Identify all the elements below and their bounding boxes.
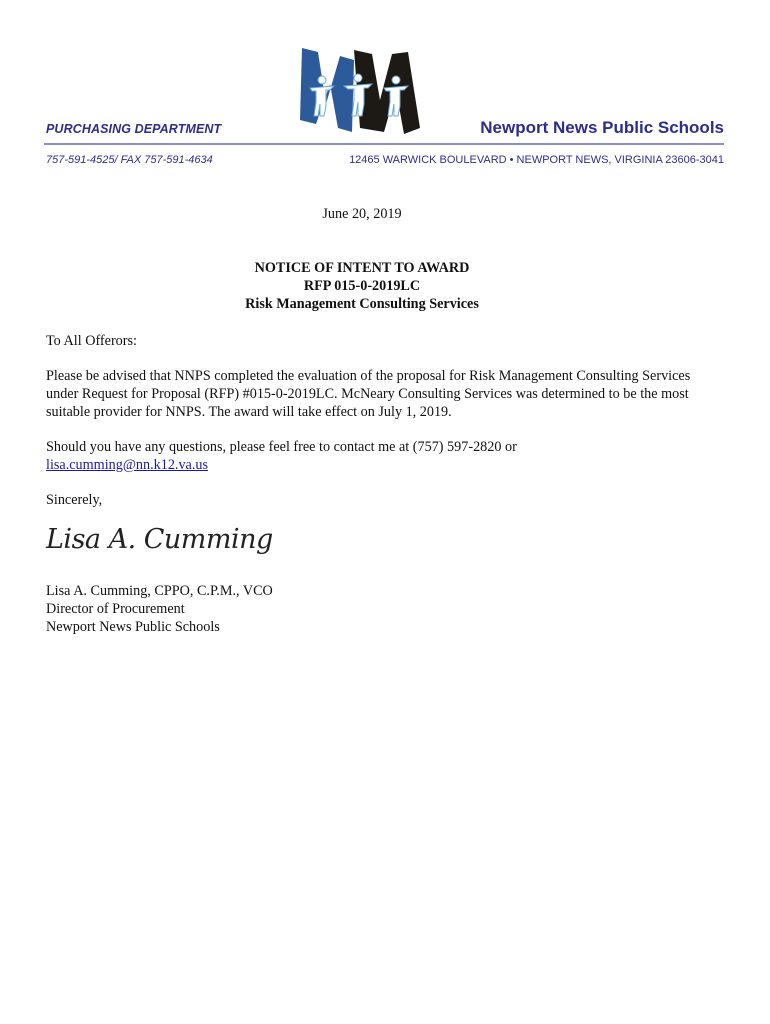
email-link[interactable]: lisa.cumming@nn.k12.va.us — [46, 457, 209, 473]
signer-name: Lisa A. Cumming, CPPO, C.P.M., VCO — [46, 583, 273, 599]
header-rule — [44, 143, 724, 145]
greeting: To All Offerors: — [46, 333, 137, 349]
phone-fax: 757-591-4525/ FAX 757-591-4634 — [46, 154, 213, 166]
heading-subject: Risk Management Consulting Services — [245, 296, 479, 312]
address: 12465 WARWICK BOULEVARD • NEWPORT NEWS, VIRGINIA 23606-3041 — [349, 154, 724, 166]
heading-rfp-number: RFP 015-0-2019LC — [303, 278, 421, 294]
signer-title: Director of Procurement — [46, 601, 185, 617]
nn-logo-icon — [296, 44, 422, 136]
signer-organization: Newport News Public Schools — [46, 619, 220, 635]
heading-title: NOTICE OF INTENT TO AWARD — [254, 260, 470, 276]
contact-paragraph — [46, 438, 706, 474]
signer-block — [46, 582, 273, 636]
contact-text: Should you have any questions, please feel free to contact me at (757) 597-2820 or — [46, 439, 517, 455]
award-paragraph: Please be advised that NNPS completed the evaluation of the proposal for Risk Management Consulting Services under Request for Proposal (RFP) #015-0-2019LC. McNeary Consulting Services was determined to be the most suitable provider for NNPS. The award will take effect on July 1, 2019. — [46, 368, 691, 420]
closing: Sincerely, — [46, 492, 103, 508]
organization-name: Newport News Public Schools — [480, 118, 724, 137]
notice-heading — [0, 259, 724, 313]
handwritten-signature: Lisa A. Cumming — [46, 524, 273, 555]
letter-date: June 20, 2019 — [322, 206, 402, 222]
department-label: PURCHASING DEPARTMENT — [46, 122, 222, 136]
